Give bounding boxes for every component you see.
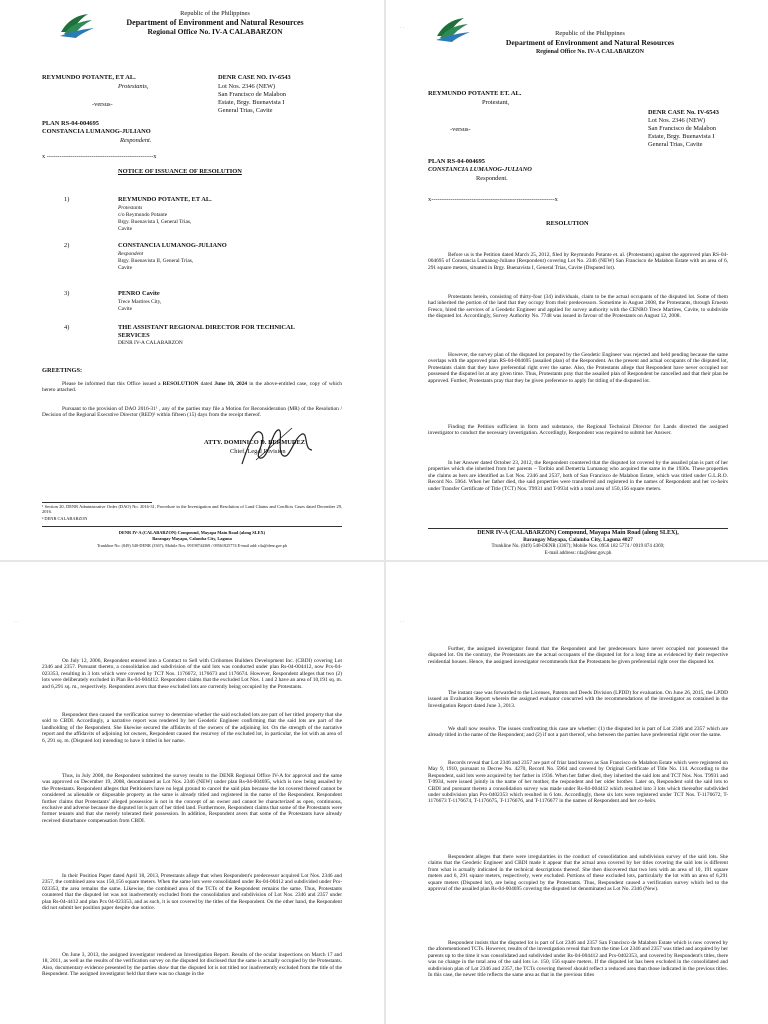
caption-plan: PLAN RS-04-004695 [428,158,485,165]
resolution-paragraph: Respondent insists that the disputed lot is part of Lot 2346 and 2357 San Francisco de Malabon Estate which is now covered by the aforementioned TCTs. However, results of the investigation reveal that from the time Lot 2346 and 2357 was titled and acquired by her parents up to the time it was consolidated and subdivided under Rs-04-004412 and Pcs-0402353, and covered by Respondent's titles, there was no change in the total area of the said lots i.e. 150, 156 square meters. If the disputed lot has been excluded in the consolidated and subdivision plan of Lot 2346 and 2357, the TCTs covering thereof should reflect a reduced area than those indicated in the previous titles. In this case, the newer title reflects the same area as that in the previous titles [428,940,728,979]
resolution-paragraph: On June 3, 2013, the assigned investigator rendered an Investigation Report. Results of the ocular inspections on March 17 and 18, 2011, as well as the results of the verification survey on the disputed lot disclosed that the same is actually occupied by the Protestants. Also, documentary evidence presented by the parties show that the disputed lot is not titled nor inadvertently excluded from the title of the Respondent. The assigned investigator held that there was no change in the [42,952,342,978]
x-separator: x----------------------------------------------------------x [428,196,558,203]
addressee-number: 1) [64,196,70,203]
resolution-paragraph: Before us is the Petition dated March 25, 2012, filed by Reymundo Potante et. al. (Protestants) against the approved plan RS-04-004695 of Constancia Lumanog-Juliano (Respondent) covering Lot No. 2346 (NEW) San Francisco de Malabon Estate with an area of 6, 291 square meters, situated in Brgy. Buenavista I, General Trias, Cavite (Disputed lot). [428,252,728,271]
x-separator: x --------------------------------------------------x [42,153,157,160]
addressee-role: Protestants [118,205,143,211]
resolution-paragraph: Respondent then caused the verification survey to determine whether the said excluded lots are part of her titled property that she sold to CBDI. Accordingly, a narrative report was rendered by her Geodetic Engineer confirming that the said lots are part of the landholding of the Respondent. She likewise secured the affidavits of the owners of the adjoining lot. On the strength of the narrative report and the affidavits of adjoining lot owners, Respondent caused the resurvey of the excluded lot, in particular, the lot with an area of 6, 291 sq. m. (Disputed lot) intending to have it titled in her name. [42,712,342,744]
greetings: GREETINGS: [42,367,83,374]
addressee-name: REYMUNDO POTANTE, ET AL. [118,196,212,203]
resolution-paragraph: In their Position Paper dated April 18, 2013, Protestants allege that when Respondent's predecessor acquired Lot Nos. 2346 and 2357, the combined area was 150,156 square meters. When the same lots were consolidated under Rs-04-00412 and subdivided under Pcs-023353, the area remains the same. Likewise, the combined area of the TCTs of the Respondent remains the same. Thus, Protestants countered that the disputed lot was not inadvertently excluded from the consolidation and subdivision of Lot Nos. 2346 and 2357 under plan Rs-04-4412 and plan Pcs 04-023353, and as such, it is not covered by the titles of the Respondent. On the other hand, the Respondent did not submit her position paper despite due notice. [42,873,342,912]
resolution-paragraph: We shall now resolve. The issues confronting this case are whether: (1) the disputed lot is part of Lot 2346 and 2357 which are already titled in the name of the Respondent; and (2) if not a part thereof, who between the parties have preferential right over the same. [428,726,728,739]
footer-contact: Trunkline No. (049) 540-DENR (3367); Mobile Nos. 0956 182 5774 / 0919 874 4369; [491,544,665,549]
department-line: Department of Environment and Natural Resources [505,38,675,47]
denr-logo [58,10,96,40]
caption-versus: -versus- [92,101,113,108]
caption-respondent: CONSTANCIA LUMANOG-JULIANO [42,128,151,135]
page-resolution-continued [386,562,768,1024]
resolution-paragraph: Further, the assigned investigator found that the Respondent and her predecessors have never occupied nor possessed the disputed lot. On the contrary, the Protestants are the actual occupants of the disputed lot for a long time as evidenced by their respective residential houses. Hence, the assigned investigator recommends that the Protestants be given preferential right over the disputed lot. [428,646,728,665]
page-mark: · · [14,620,19,625]
department-line: Department of Environment and Natural Resources [126,18,304,27]
resolution-paragraph: The instant case was forwarded to the Licenses, Patents and Deeds Division (LPDD) for evaluation. On June 26, 2015, the LPDD issued an Evaluation Report wherein the assigned evaluator concurred with the recommendations of the investigator as contained in the Investigation Report dated June 3, 2013. [428,690,728,709]
addressee-number: 4) [64,324,70,331]
regional-office-line: Regional Office No. IV-A CALABARZON [535,49,645,55]
case-town: General Trias, Cavite [648,141,703,148]
addressee-address: SERVICES [118,332,150,339]
footer-rule [42,526,342,527]
addressee-number: 3) [64,290,70,297]
caption-petitioners-role: Protestant, [482,99,510,106]
resolution-paragraph: However, the survey plan of the disputed lot prepared by the Geodetic Engineer was rejected and held pending because the same overlaps with the approved plan RS-04-004695 (assailed plan) of the Respondent. As the present and actual occupants of the disputed lot, Protestants claim that they have preferential right over the same. Also, the Protestants allege that Respondent have never occupied nor possessed the disputed lot at any given time. Thus, Protestants pray that the assailed plan of Respondent be cancelled and that their plan be approved. Further, Protestants pray that they be given preference to apply for titling of the disputed lot. [428,352,728,384]
addressee-name: CONSTANCIA LUMANOG-JULIANO [118,242,227,249]
footer-city: Barangay Mayapa, Calamba City, Laguna [152,536,232,541]
signatory-name: ATTY. DOMINICO D. BERMUDEZ [204,439,306,446]
footer-city: Barangay Mayapa, Calamba City, Laguna 4027 [523,537,633,543]
caption-versus: -versus- [450,126,471,133]
case-town: General Trias, Cavite [218,107,273,114]
footer-address: DENR IV-A (CALABARZON) Compound, Mayapa Main Road (along SLEX), [477,530,679,536]
caption-petitioners: REYMUNDO POTANTE, ET AL. [42,74,136,81]
resolution-paragraph: Respondent alleges that there were irregularities in the conduct of consolidation and subdivision survey of the said lots. She claims that the Geodetic Engineer and CBDI made it appear that the actual area covered by her titles covering the said lots is different from what is actually indicated in the technical descriptions thereof. She then discovered that two lots with an area of 10, 191 square meters and 6, 291 square meters, respectively, were excluded. Portions of these excluded lots, particularly the lot with an area of 6,291 square meters (Disputed lot), are being occupied by the Protestants. Thus, Respondent caused a verification survey which led to the approval of the assailed plan Rs-04-004695 covering the disputed lot denominated as Lot No. 2346 (New). [428,854,728,893]
addressee-name: PENRO Cavite [118,290,160,297]
addressee-address: Cavite [118,306,133,312]
footnote-1: ¹ Section 20, DENR Administrative Order (DAO) No. 2016-31, Procedure in the Investigation and Resolution of Land Claims and Conflicts Cases dated December 29, 2016. [42,504,342,515]
footer-email: E-mail address: r4a@denr.gov.ph [544,551,612,556]
republic-line: Republic of the Philippines [555,30,625,37]
caption-respondent-role: Respondent. [476,175,508,182]
resolution-paragraph: Finding the Petition sufficient in form and substance, the Regional Technical Director for Lands directed the assigned investigator to conduct the necessary investigation. Accordingly, Respondent was required to submit her Answer. [428,424,728,437]
case-lot: Lot Nos. 2346 (NEW) [648,117,706,124]
addressee-address: c/o Reymundo Potante [118,212,168,218]
caption-petitioners: REYMUNDO POTANTE ET. AL. [428,90,522,97]
page-resolution-continued [0,562,384,1024]
case-estate: San Francisco de Malabon [648,125,716,132]
footer-address: DENR IV-A (CALABARZON) Compound, Mayapa Main Road (along SLEX) [118,530,266,535]
footnote-2: ² DENR CALABARZON [42,516,88,521]
addressee-address: Cavite [118,265,133,271]
case-brgy: Estate, Brgy. Buenavista I [218,99,285,106]
page-mark: · · [400,26,405,31]
notice-paragraph-2: Pursuant to the provision of DAO 2016-31¹ , any of the parties may file a Motion for Reconsideration (MR) of the Resolution / Decision of the Regional Executive Director (RED)² within fifteen (15) days from the receipt thereof. [42,406,342,419]
addressee-address: Brgy. Buenavista II, General Trias, [118,258,194,264]
resolution-paragraph: Records reveal that Lot 2346 and 2357 are part of friar land known as San Francisco de Malabon Estate which were registered on May 9, 1910, pursuant to Decree No. 4270, Record No. 5964 and covered by Original Certificate of Title No. 114. According to the Respondent, said lots were acquired by her father in 1936. When her father died, they inherited the said lots and TCT Nos. Nos. T9931 and T-9934, were issued jointly in the name of her mother, the respondent and her older brother. Later on, Respondent sold the said lots to CBDI and pursuant thereto a consolidation survey was made under Rs-04-004412 which resulted into 3 lots which thereafter subdivided under subdivision plan Pcs-0402353 which resulted in 6 lots. Accordingly, these six lots were registered under TCT Nos. T-1176672, T-1176673 T-1176674, T-1176675, T-1176676, and T-1176677 in the names of Respondent and her co-heirs. [428,760,728,805]
addressee-role: Respondent [118,251,144,257]
resolution-paragraph: On July 12, 2006, Respondent entered into a Contract to Sell with Cirihomes Builders Development Inc. (CBDI) covering Lot 2346 and 2357. Pursuant thereto, a consolidation and subdivision of the said lots was conducted under plan Rs-04-004412, now Pcs-04-023353, resulting in 3 lots which were covered by TCT Nos. 1176672, 1176673 and 1176674. However, Respondent alleges that two (2) lots were deliberately excluded in Plan Rs-04-004412. Respondent claims that the excluded Lot Nos. 1 and 2 have an area of 10,191 sq. m. and 6,291 sq. m., respectively. Respondent avers that these excluded lots are currently being occupied by the Protestants. [42,658,342,690]
republic-line: Republic of the Philippines [180,10,250,17]
denr-logo [434,14,472,44]
resolution-paragraph: Protestants herein, consisting of thirty-four (34) individuals, claim to be the actual occupants of the disputed lot. Some of them had inherited the portion of the land that they occupy from their predecessors. Sometime in August 2008, the Protestants, through Ernesto Fresco, hired the services of a Geodetic Engineer and applied for survey authority with the CENRO Trece Martires, Cavite, to subdivide the disputed lot. Accordingly, Survey Authority No. 7748 was issued in favour of the Protestants on August 12, 2008. [428,294,728,320]
notice-paragraph-1: Please be informed that this Office issued a RESOLUTION dated June 10, 2024 in the above-entitled case, copy of which hereto attached. [42,381,342,394]
resolution-paragraph: In her Answer dated October 23, 2012, the Respondent countered that the disputed lot covered by the assailed plan is part of her properties which she inherited from her parents – Toribio and Demetria Lumanog who acquired the same in the 1930s. These properties she claims as hers are identified as Lot Nos. 2346 and 2537, both of San Francisco de Malabon Estate, which was titled under G.L.R.O. Record No. 5964. When her father died, the said properties were transferred and registered in the names of Respondent and her co-heirs under Transfer Certificate of Title (TCT) Nos. T9931 and T-9934 with a total area of 150,156 square meters. [428,460,728,492]
addressee-address: DENR IV-A CALABARZON [118,340,183,346]
page-mark: · · [400,620,405,625]
case-number: DENR CASE No. IV-6543 [648,109,719,116]
caption-plan: PLAN RS-04-004695 [42,120,99,127]
case-lot: Lot Nos. 2346 (NEW) [218,83,276,90]
footer-rule [428,528,728,529]
addressee-address: Cavite [118,226,133,232]
page-notice-of-issuance [0,0,384,560]
addressee-number: 2) [64,242,70,249]
regional-office-line: Regional Office No. IV-A CALABARZON [147,27,283,36]
addressee-name: THE ASSISTANT REGIONAL DIRECTOR FOR TECHNICAL [118,324,295,331]
notice-title: NOTICE OF ISSUANCE OF RESOLUTION [118,168,242,175]
caption-petitioners-role: Protestants, [118,83,149,90]
addressee-address: Trece Martires City, [118,299,162,305]
footnote-rule [42,502,152,503]
resolution-title: RESOLUTION [546,220,589,227]
caption-respondent: CONSTANCIA LUMANOG-JULIANO [428,166,532,173]
resolution-paragraph: Thus, in July 2008, the Respondent submitted the survey results to the DENR Regional Office IV-A for approval and the same was approved on December 19, 2008, denominated as Lot Nos. 2346 (NEW) under plan Rs-04-004695, which is now being assailed by the Protestants. Respondent alleges that Petitioners have no legal ground to cancel the said plan because the lot covered thereof cannot be considered as alienable or disposable property as the same is already titled and registered in the name of the Respondent. Respondent further claims that Protestants' alleged possession is not in the concept of an owner and cannot be characterized as open, continuous, exclusive and adverse because the disputed lot is part of her titled land. Furthermore, Respondent claims that some of the Protestants were former tenants and that she merely tolerated their possession. In addition, Respondent avers that some of the Protestants have already received disturbance compensation from CBDI. [42,773,342,824]
page-resolution [386,0,768,560]
footer-contact: Trunkline No. (049) 540-DENR (3367); Mobile Nos. 09198744369 / 09561825774 E-mail add: r4a@denr.gov.ph [97,543,287,548]
case-brgy: Estate, Brgy. Buenavista I [648,133,715,140]
caption-respondent-role: Respondent. [120,137,152,144]
case-estate: San Francisco de Malabon [218,91,286,98]
addressee-address: Brgy. Buenavista I, General Trias, [118,219,192,225]
signatory-title: Chief, Legal Division [230,448,286,455]
case-number: DENR CASE NO. IV-6543 [218,74,291,81]
